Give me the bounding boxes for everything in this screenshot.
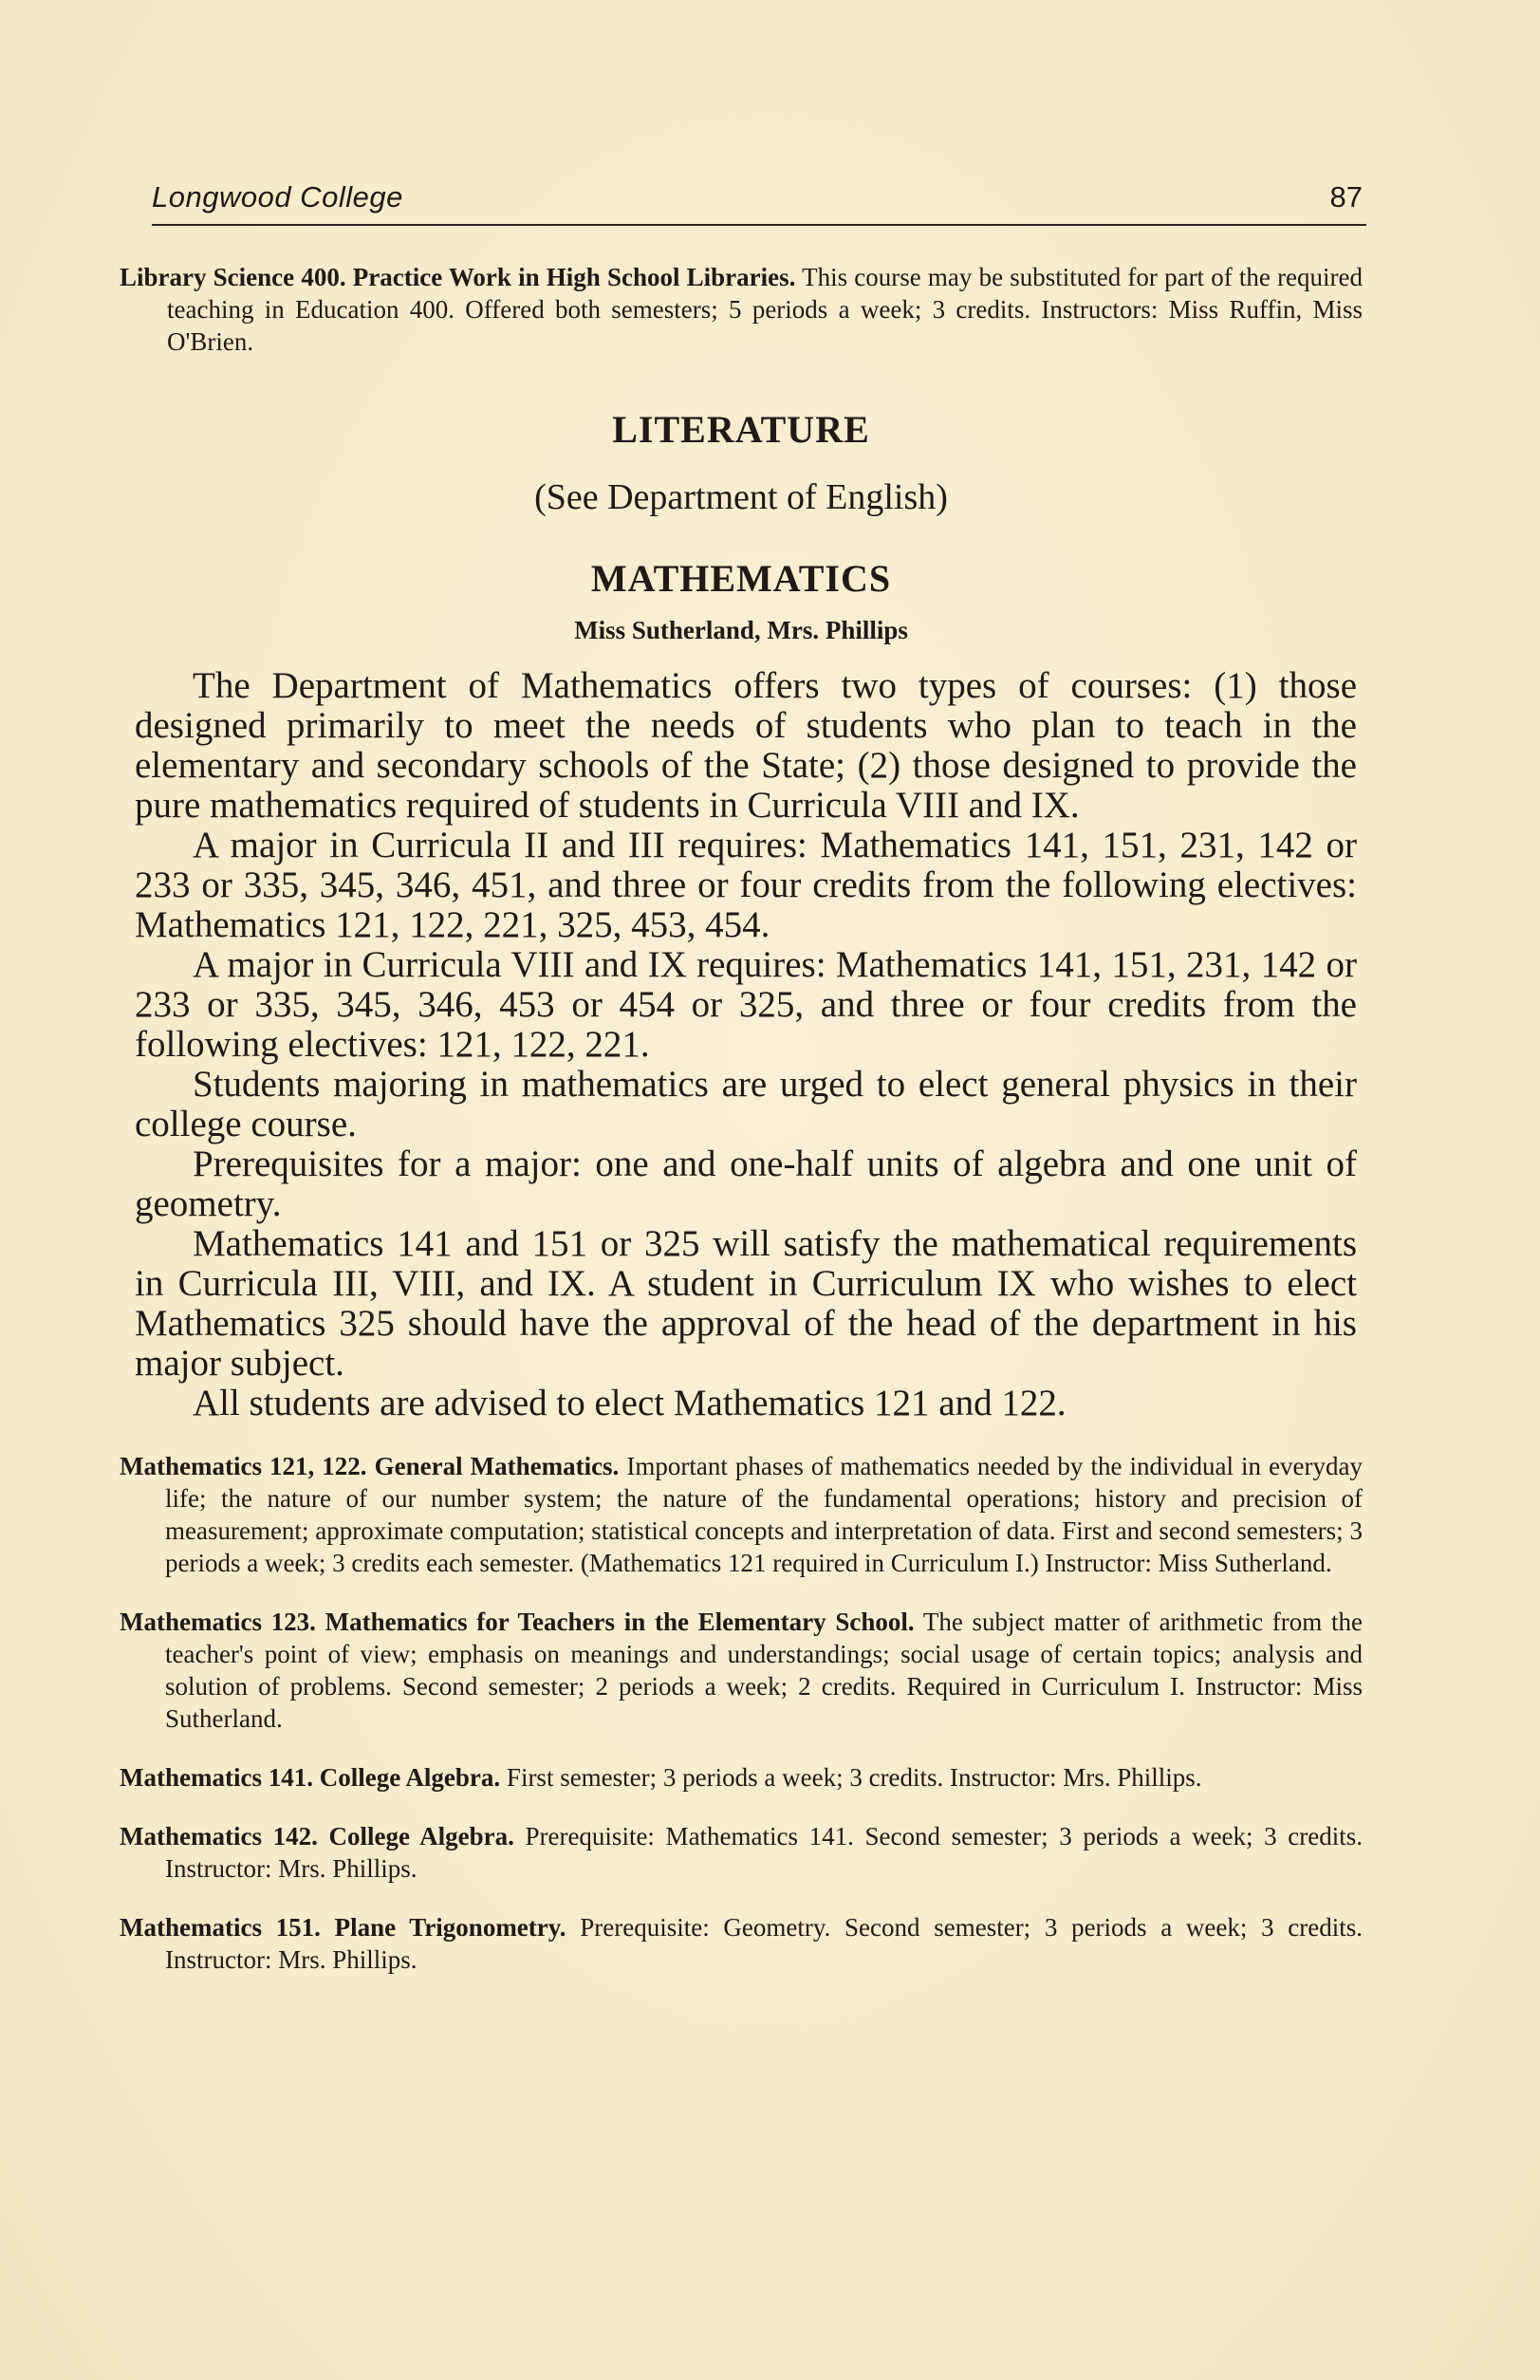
course-title: College Algebra. <box>328 1822 514 1850</box>
description-paragraph: The Department of Mathematics offers two types of courses: (1) those designed primarily to meet the needs of students who plan to teach in the elementary and secondary schools of the State; (2) those designed to provide the pure mathematics required of students in Curricula VIII and IX. <box>135 665 1357 826</box>
course-title: Mathematics for Teachers in the Elementary School. <box>325 1608 915 1636</box>
course-entry-library-science-400 <box>120 261 1363 358</box>
course-title: Practice Work in High School Libraries. <box>352 263 796 291</box>
description-paragraph: Prerequisites for a major: one and one-half units of algebra and one unit of geometry. <box>135 1144 1357 1224</box>
course-number: Mathematics 121, 122. <box>120 1452 367 1480</box>
course-description: Important phases of mathematics needed by the individual in everyday life; the nature of our number system; the nature of the fundamental operations; history and precision of measurement; approximate computation; statistical concepts and interpretation of data. First and second semesters; 3 periods a week; 3 credits each semester. (Mathematics 121 required in Curriculum I.) Instructor: Miss Sutherland. <box>165 1452 1364 1577</box>
description-paragraph: A major in Curricula VIII and IX requires: Mathematics 141, 151, 231, 142 or 233 or 335, 345, 346, 453 or 454 or 325, and three or four credits from the following electives: 121, 122, 221. <box>135 944 1357 1065</box>
course-entry-mathematics-151 <box>120 1911 1363 1976</box>
section-title-mathematics: MATHEMATICS <box>590 557 892 600</box>
course-number: Library Science 400. <box>120 263 346 291</box>
course-number: Mathematics 151. <box>120 1913 321 1942</box>
description-paragraph: All students are advised to elect Mathematics 121 and 122. <box>193 1383 1067 1423</box>
description-paragraph: Students majoring in mathematics are urged to elect general physics in their college course. <box>135 1064 1357 1144</box>
course-number: Mathematics 123. <box>120 1608 316 1636</box>
section-title-literature: LITERATURE <box>612 408 870 451</box>
course-title: General Mathematics. <box>374 1452 620 1480</box>
course-number: Mathematics 142. <box>120 1822 318 1850</box>
course-list <box>120 1450 1363 1976</box>
course-description: Prerequisite: Mathematics 141. Second semester; 3 periods a week; 3 credits. Instructor: Mrs. Phillips. <box>165 1822 1364 1883</box>
course-entry-mathematics-123 <box>120 1606 1363 1735</box>
course-title: College Algebra. <box>319 1763 501 1792</box>
college-name: Longwood College <box>152 180 403 214</box>
running-header <box>152 177 1366 226</box>
course-entry-mathematics-121-122 <box>120 1450 1363 1579</box>
course-title: Plane Trigonometry. <box>334 1913 566 1942</box>
course-description: The subject matter of arithmetic from the teacher's point of view; emphasis on meanings and understandings; social usage of certain topics; analysis and solution of problems. Second semester; 2 periods a week; 2 credits. Required in Curriculum I. Instructor: Miss Sutherland. <box>165 1608 1363 1733</box>
department-staff: Miss Sutherland, Mrs. Phillips <box>574 616 908 644</box>
course-number: Mathematics 141. <box>120 1763 313 1792</box>
description-paragraph: Mathematics 141 and 151 or 325 will satisfy the mathematical requirements in Curricula III, VIII, and IX. A student in Curriculum IX who wishes to elect Mathematics 325 should have the approval of the head of the department in his major subject. <box>135 1223 1357 1384</box>
page-content <box>120 261 1363 1976</box>
description-paragraph: A major in Curricula II and III requires: Mathematics 141, 151, 231, 142 or 233 or 335, 345, 346, 451, and three or four credits from the following electives: Mathematics 121, 122, 221, 325, 453, 454. <box>135 825 1357 945</box>
section-subtitle-literature: (See Department of English) <box>534 477 948 517</box>
course-description: First semester; 3 periods a week; 3 credits. Instructor: Mrs. Phillips. <box>506 1763 1202 1792</box>
course-description: Prerequisite: Geometry. Second semester; 3 periods a week; 3 credits. Instructor: Mrs. Phillips. <box>165 1913 1364 1974</box>
course-entry-mathematics-142 <box>120 1820 1363 1885</box>
page-number: 87 <box>1329 180 1363 214</box>
department-description <box>120 666 1363 1423</box>
course-entry-mathematics-141 <box>120 1761 1363 1794</box>
course-description: This course may be substituted for part of the required teaching in Education 400. Offered both semesters; 5 periods a week; 3 credits. Instructors: Miss Ruffin, Miss O'Brien. <box>167 263 1364 356</box>
